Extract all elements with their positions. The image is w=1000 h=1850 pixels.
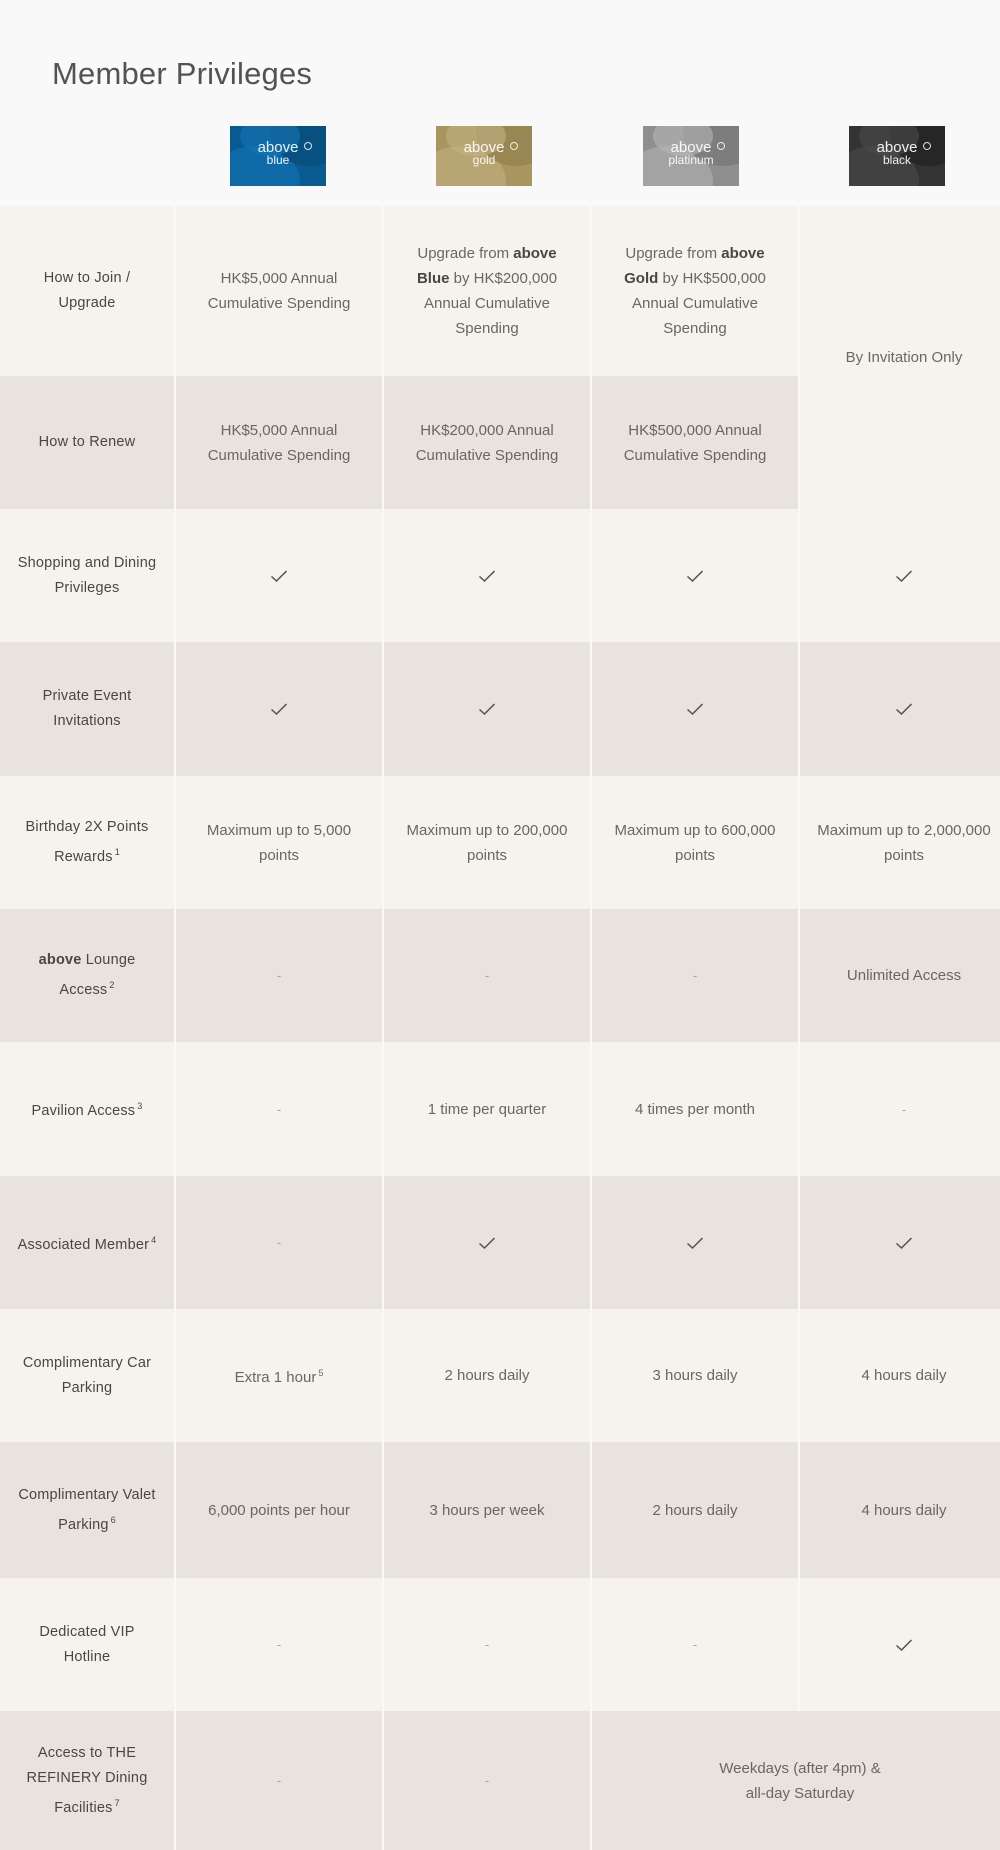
page-header xyxy=(0,0,1000,206)
cell-valet-blue: 6,000 points per hour xyxy=(176,1442,382,1578)
cell-renew-platinum: HK$500,000 Annual Cumulative Spending xyxy=(592,376,798,509)
privileges-table xyxy=(0,206,1000,1850)
cell-join-gold: Upgrade from above Blue by HK$200,000 Annual Cumulative Spending xyxy=(384,206,590,376)
cell-valet-gold: 3 hours per week xyxy=(384,1442,590,1578)
cell-refinery-gold: - xyxy=(384,1711,590,1850)
registered-mark-icon xyxy=(923,142,931,150)
card-brand: above black xyxy=(876,139,918,167)
registered-mark-icon xyxy=(304,142,312,150)
cell-pavilion-blue: - xyxy=(176,1042,382,1176)
cell-join-blue: HK$5,000 Annual Cumulative Spending xyxy=(176,206,382,376)
cell-shopping-blue xyxy=(176,509,382,642)
checkmark-icon xyxy=(478,1236,496,1250)
cell-parking-gold: 2 hours daily xyxy=(384,1309,590,1442)
row-label-car-parking: Complimentary Car Parking xyxy=(0,1309,174,1442)
cell-lounge-blue: - xyxy=(176,909,382,1042)
cell-events-blue xyxy=(176,642,382,776)
cell-valet-black: 4 hours daily xyxy=(800,1442,1000,1578)
row-label-join: How to Join / Upgrade xyxy=(0,206,174,376)
cell-pavilion-gold: 1 time per quarter xyxy=(384,1042,590,1176)
checkmark-icon xyxy=(270,702,288,716)
card-brand: above blue xyxy=(257,139,299,167)
cell-join-platinum: Upgrade from above Gold by HK$500,000 Annual Cumulative Spending xyxy=(592,206,798,376)
cell-lounge-black: Unlimited Access xyxy=(800,909,1000,1042)
cell-shopping-platinum xyxy=(592,509,798,642)
cell-hotline-blue: - xyxy=(176,1578,382,1711)
row-label-shopping: Shopping and Dining Privileges xyxy=(0,509,174,642)
cell-pavilion-black: - xyxy=(800,1042,1000,1176)
registered-mark-icon xyxy=(510,142,518,150)
above-platinum-card xyxy=(643,126,739,186)
cell-shopping-black xyxy=(800,509,1000,642)
cell-events-gold xyxy=(384,642,590,776)
cell-associated-blue: - xyxy=(176,1176,382,1309)
checkmark-icon xyxy=(478,569,496,583)
cell-associated-platinum xyxy=(592,1176,798,1309)
cell-birthday-platinum: Maximum up to 600,000 points xyxy=(592,776,798,909)
row-label-hotline: Dedicated VIP Hotline xyxy=(0,1578,174,1711)
row-label-lounge: above Lounge Access $^2$ xyxy=(0,909,174,1042)
row-label-birthday: Birthday 2X Points Rewards $^1$ xyxy=(0,776,174,909)
registered-mark-icon xyxy=(717,142,725,150)
checkmark-icon xyxy=(270,569,288,583)
row-label-refinery: Access to THE REFINERY Dining Facilities $^7$ xyxy=(0,1711,174,1850)
cell-parking-blue: Extra 1 hour $^5$ xyxy=(176,1309,382,1442)
row-label-renew: How to Renew xyxy=(0,376,174,509)
row-label-associated: Associated Member $^4$ xyxy=(0,1176,174,1309)
above-blue-card xyxy=(230,126,326,186)
cell-join-black: By Invitation Only xyxy=(800,206,1000,509)
cell-pavilion-platinum: 4 times per month xyxy=(592,1042,798,1176)
checkmark-icon xyxy=(686,569,704,583)
cell-birthday-black: Maximum up to 2,000,000 points xyxy=(800,776,1000,909)
cell-renew-gold: HK$200,000 Annual Cumulative Spending xyxy=(384,376,590,509)
row-label-events: Private Event Invitations xyxy=(0,642,174,776)
cell-valet-platinum: 2 hours daily xyxy=(592,1442,798,1578)
row-label-valet: Complimentary Valet Parking $^6$ xyxy=(0,1442,174,1578)
cell-birthday-gold: Maximum up to 200,000 points xyxy=(384,776,590,909)
cell-hotline-black xyxy=(800,1578,1000,1711)
cell-parking-black: 4 hours daily xyxy=(800,1309,1000,1442)
checkmark-icon xyxy=(686,1236,704,1250)
cell-refinery-blue: - xyxy=(176,1711,382,1850)
checkmark-icon xyxy=(895,569,913,583)
cell-hotline-gold: - xyxy=(384,1578,590,1711)
card-brand: above platinum xyxy=(668,139,714,167)
checkmark-icon xyxy=(895,1638,913,1652)
card-brand: above gold xyxy=(463,139,505,167)
cell-associated-black xyxy=(800,1176,1000,1309)
checkmark-icon xyxy=(686,702,704,716)
above-gold-card xyxy=(436,126,532,186)
row-label-pavilion: Pavilion Access $^3$ xyxy=(0,1042,174,1176)
above-black-card xyxy=(849,126,945,186)
cell-associated-gold xyxy=(384,1176,590,1309)
checkmark-icon xyxy=(478,702,496,716)
cell-renew-blue: HK$5,000 Annual Cumulative Spending xyxy=(176,376,382,509)
cell-events-black xyxy=(800,642,1000,776)
cell-events-platinum xyxy=(592,642,798,776)
cell-lounge-gold: - xyxy=(384,909,590,1042)
cell-parking-platinum: 3 hours daily xyxy=(592,1309,798,1442)
cell-refinery-platinum-black: Weekdays (after 4pm) & all-day Saturday xyxy=(592,1711,1000,1850)
cell-hotline-platinum: - xyxy=(592,1578,798,1711)
page-title: Member Privileges xyxy=(52,56,313,91)
cell-shopping-gold xyxy=(384,509,590,642)
checkmark-icon xyxy=(895,702,913,716)
cell-lounge-platinum: - xyxy=(592,909,798,1042)
cell-birthday-blue: Maximum up to 5,000 points xyxy=(176,776,382,909)
checkmark-icon xyxy=(895,1236,913,1250)
